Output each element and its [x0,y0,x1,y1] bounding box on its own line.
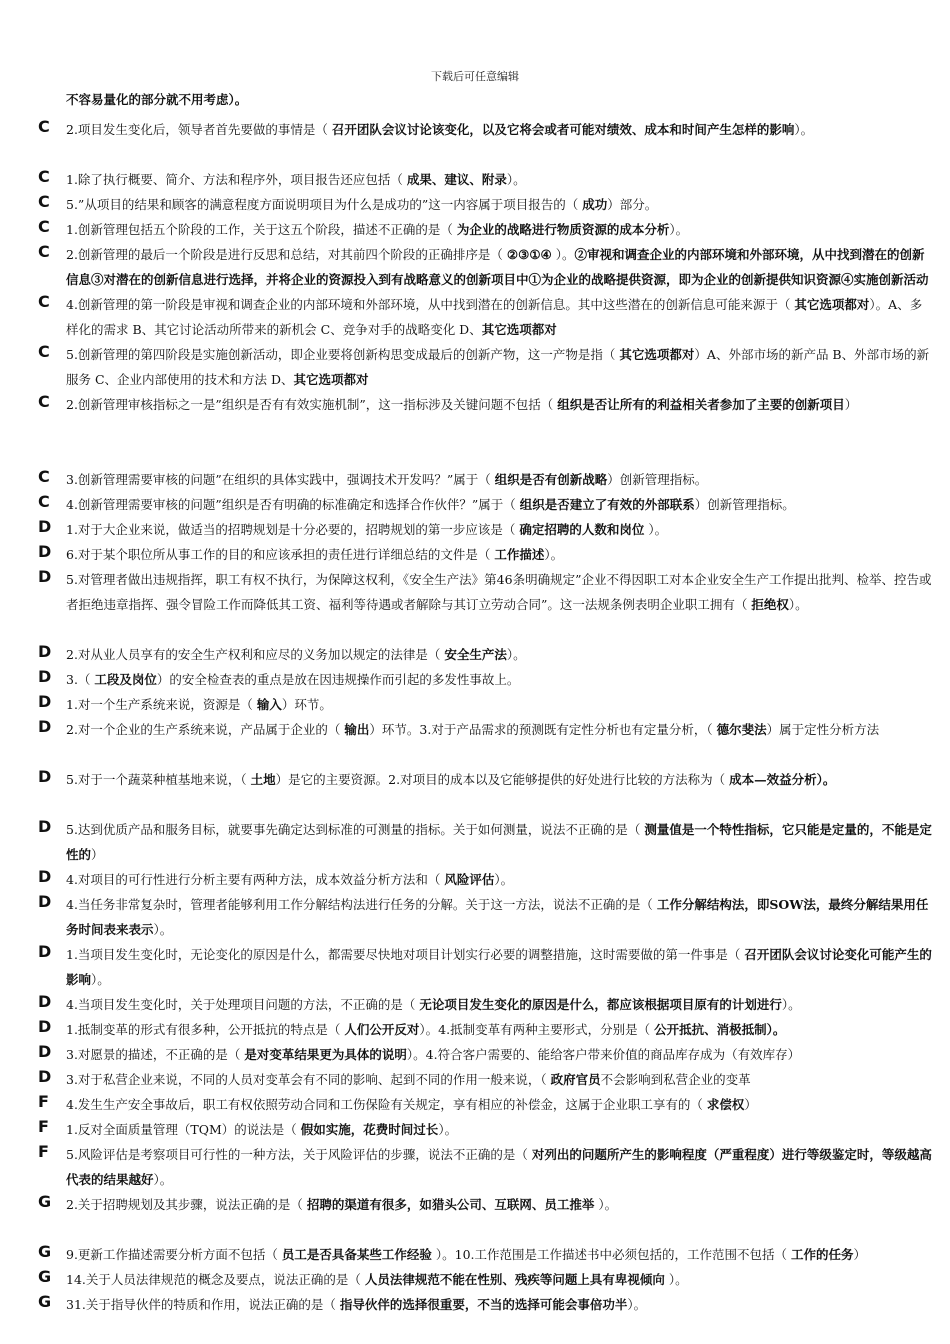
question-text: ）。A、多样化的需求 B、其它讨论活动所带来的新机会 C、竞争对手的战略变化 D、 [66,297,923,337]
entry-letter: C [38,467,50,486]
question-text: ） [91,847,104,862]
answer-text: 德尔斐法 [716,722,767,737]
question-text: 2.对一个企业的生产系统来说，产品属于企业的（ [66,722,345,737]
entry-text [66,192,932,217]
question-text: ）。 [551,247,575,262]
entry-letter: F [38,1142,49,1161]
answer-text: 成功 [582,197,608,212]
question-text: ）。 [494,872,514,887]
answer-text: 测量值是一个特性指标，它只能是定量的，不能是定性的 [66,822,932,862]
entry-text [66,817,932,867]
question-text: 5.对于一个蔬菜种植基地来说，（ [66,772,251,787]
question-text: 不会影响到私营企业的变革 [600,1072,751,1087]
question-text: 3.创新管理需要审核的问题”在组织的具体实践中，强调技术开发吗？”属于（ [66,472,495,487]
entry-letter: C [38,342,50,361]
answer-text: 输出 [344,722,370,737]
question-text: 14.关于人员法律规范的概念及要点，说法正确的是（ [66,1272,365,1287]
answer-text: 组织是否让所有的利益相关者参加了主要的创新项目 [557,397,845,412]
entry-text [66,1117,932,1142]
answer-text: 无论项目发生变化的原因是什么，都应该根据项目原有的计划进行 [419,997,782,1012]
question-text: 1.抵制变革的形式有很多种，公开抵抗的特点是（ [66,1022,345,1037]
question-text: 31.关于指导伙伴的特质和作用，说法正确的是（ [66,1297,340,1312]
answer-text: 组织是否建立了有效的外部联系 [519,497,695,512]
question-text: 3.（ [66,672,95,687]
question-text: ）部分。 [607,197,658,212]
entry-text [66,167,932,192]
entry-text [66,1017,932,1042]
entry-letter: D [38,1042,52,1061]
lead-line: 不容易量化的部分就不用考虑）。 [66,92,248,107]
answer-text: 土地 [250,772,276,787]
question-text: ）。 [627,1297,647,1312]
entry-letter: C [38,192,50,211]
answer-text: 工作的任务 [791,1247,854,1262]
entry-text [66,1242,932,1267]
answer-text: ②③①④ [506,247,552,262]
question-text: 2.对从业人员享有的安全生产权利和应尽的义务加以规定的法律是（ [66,647,445,662]
question-text: 3.对于私营企业来说，不同的人员对变革会有不同的影响、起到不同的作用一般来说，（ [66,1072,551,1087]
question-text: ）环节。3.对于产品需求的预测既有定性分析也有定量分析，（ [369,722,717,737]
answer-text: 确定招聘的人数和岗位 [519,522,645,537]
entry-letter: D [38,667,52,686]
answer-text: 招聘的渠道有很多，如猎头公司、互联网、员工推举 [306,1197,595,1212]
entry-text [66,1042,932,1067]
entry-letter: D [38,517,52,536]
entry-text [66,667,932,692]
question-text: ）的安全检查表的重点是放在因违规操作而引起的多发性事故上。 [156,672,520,687]
entry-text [66,517,932,542]
entry-text [66,567,932,617]
question-text: ）。10.工作范围是工作描述书中必须包括的，工作范围不包括（ [431,1247,791,1262]
question-text: ）。 [544,547,564,562]
entry-letter: D [38,942,52,961]
question-text: 1.反对全面质量管理（TQM）的说法是（ [66,1122,301,1137]
entry-letter: D [38,567,52,586]
question-text: ）。 [506,172,526,187]
entry-letter: D [38,717,52,736]
page-header: 下载后可任意编辑 [431,70,519,83]
question-text: ）。 [594,1197,618,1212]
entry-text [66,217,932,242]
entry-letter: C [38,242,50,261]
entry-letter: C [38,492,50,511]
answer-text: 员工是否具备某些工作经验 [281,1247,432,1262]
entry-letter: C [38,392,50,411]
question-text: 2.关于招聘规划及其步骤，说法正确的是（ [66,1197,307,1212]
answer-text: 其它选项都对 [794,297,870,312]
answer-text: 成果、建议、附录 [406,172,507,187]
question-text: 5.达到优质产品和服务目标，就要事先确定达到标准的可测量的指标。关于如何测量，说法不正确的是（ [66,822,645,837]
question-text: 5.对管理者做出违规指挥，职工有权不执行，为保障这权利，《安全生产法》第46条明确规定”企业不得因职工对本企业安全生产工作提出批判、检举、控告或者拒绝违章指挥、强令冒险工作而降低其工资、福利等待遇或者解除与其订立劳动合同”。这一法规条例表明企业职工拥有（ [66,572,932,612]
question-text: 1.创新管理包括五个阶段的工作，关于这五个阶段，描述不正确的是（ [66,222,457,237]
answer-text: 假如实施，花费时间过长 [300,1122,439,1137]
question-text: ）。 [438,1122,458,1137]
entry-text [66,942,932,992]
question-text: 2.创新管理审核指标之一是”组织是否有有效实施机制”，这一指标涉及关键问题不包括（ [66,397,558,412]
answer-text: 其它选项都对 [619,347,695,362]
entry-letter: D [38,817,52,836]
question-text: ） [744,1097,757,1112]
entry-text [66,992,932,1017]
question-text: ）。 [664,1272,688,1287]
entry-text [66,867,932,892]
entry-text [66,542,932,567]
answer-text: 为企业的战略进行物质资源的成本分析 [456,222,670,237]
answer-text: 组织是否有创新战略 [494,472,608,487]
question-text: 2.创新管理的最后一个阶段是进行反思和总结，对其前四个阶段的正确排序是（ [66,247,507,262]
question-text: 5.创新管理的第四阶段是实施创新活动，即企业要将创新构思变成最后的创新产物，这一产物是指（ [66,347,620,362]
entry-letter: D [38,642,52,661]
question-text: ）创新管理指标。 [607,472,708,487]
question-text: ）。 [669,222,689,237]
question-text: 1.对一个生产系统来说，资源是（ [66,697,257,712]
question-text: ）。 [153,1172,173,1187]
entry-letter: D [38,692,52,711]
question-text: ）。 [644,522,668,537]
question-text: 2.项目发生变化后，领导者首先要做的事情是（ [66,122,332,137]
question-text: ）属于定性分析方法 [766,722,880,737]
answer-text: 拒绝权 [751,597,789,612]
entry-text [66,117,932,142]
answer-text: 成本—效益分析）。 [729,772,836,787]
entry-letter: C [38,217,50,236]
entry-text [66,1067,932,1092]
question-text: ）。 [91,972,110,987]
question-text: ）。4.符合客户需要的、能给客户带来价值的商品库存成为（有效库存） [406,1047,801,1062]
entry-letter: D [38,767,52,786]
answer-text: 召开团队会议讨论该变化，以及它将会或者可能对绩效、成本和时间产生怎样的影响 [331,122,795,137]
answer-text: 输入 [256,697,282,712]
question-text: ）。 [153,922,173,937]
answer-text: 人们公开反对 [344,1022,420,1037]
question-text: ）。 [788,597,808,612]
entry-letter: C [38,292,50,311]
question-text: 4.当项目发生变化时，关于处理项目问题的方法，不正确的是（ [66,997,420,1012]
answer-text: 工作描述 [494,547,545,562]
question-text: ）。 [794,122,814,137]
answer-text: 是对变革结果更为具体的说明 [244,1047,407,1062]
entry-text [66,1142,932,1192]
question-text: 3.对愿景的描述，不正确的是（ [66,1047,245,1062]
answer-text: 其它选项都对 [293,372,369,387]
question-text: 9.更新工作描述需要分析方面不包括（ [66,1247,282,1262]
question-text: ）环节。 [281,697,332,712]
entry-letter: F [38,1117,49,1136]
question-text: ）。 [506,647,526,662]
question-text: 5.”从项目的结果和顾客的满意程度方面说明项目为什么是成功的”这一内容属于项目报告的（ [66,197,583,212]
answer-text: 指导伙伴的选择很重要，不当的选择可能会事倍功半 [339,1297,628,1312]
entry-letter: G [38,1267,52,1286]
entry-text [66,1092,932,1117]
answer-text: 工段及岗位 [94,672,157,687]
question-text: ） [853,1247,867,1262]
entry-text [66,1267,932,1292]
entry-letter: F [38,1092,49,1111]
question-text: 4.对项目的可行性进行分析主要有两种方法，成本效益分析方法和（ [66,872,445,887]
answer-text: 其它选项都对 [481,322,557,337]
question-text: ）创新管理指标。 [694,497,795,512]
entry-text [66,342,932,392]
entry-text [66,892,932,942]
entry-text [66,292,932,342]
answer-text: 求偿权 [706,1097,745,1112]
entry-text [66,392,932,417]
answer-text: 政府官员 [550,1072,601,1087]
entry-letter: G [38,1242,52,1261]
answer-text: 公开抵抗、消极抵制）。 [654,1022,786,1037]
question-text: ）A、外部市场的新产品 B、外部市场的新服务 C、企业内部使用的技术和方法 D、 [66,347,930,387]
entry-text [66,692,932,717]
answer-text: 工作分解结构法，即SOW法，最终分解结果用任务时间表来表示 [66,897,929,937]
answer-text: 风险评估 [444,872,495,887]
entry-letter: D [38,1017,52,1036]
question-text: ）。4.抵制变革有两种主要形式，分别是（ [419,1022,655,1037]
entry-text [66,242,932,292]
entry-letter: D [38,542,52,561]
answer-text: 人员法律规范不能在性别、残疾等问题上具有卑视倾向 [364,1272,665,1287]
question-text: 1.除了执行概要、简介、方法和程序外，项目报告还应包括（ [66,172,407,187]
entry-letter: C [38,117,50,136]
answer-text: 对列出的问题所产生的影响程度（严重程度）进行等级鉴定时，等级越高代表的结果越好 [66,1147,932,1187]
question-text: ） [844,397,858,412]
entry-letter: D [38,892,52,911]
entry-text [66,467,932,492]
question-text: 1.当项目发生变化时，无论变化的原因是什么，都需要尽快地对项目计划实行必要的调整措施，这时需要做的第一件事是（ [66,947,745,962]
entry-letter: D [38,867,52,886]
entry-text [66,642,932,667]
question-text: 4.创新管理的第一阶段是审视和调查企业的内部环境和外部环境，从中找到潜在的创新信息。其中这些潜在的创新信息可能来源于（ [66,297,795,312]
answer-text: 安全生产法 [444,647,507,662]
question-text: 4.当任务非常复杂时，管理者能够利用工作分解结构法进行任务的分解。关于这一方法，说法不正确的是（ [66,897,657,912]
question-text: ）。 [781,997,801,1012]
entry-text [66,717,932,742]
question-text: 4.创新管理需要审核的问题”组织是否有明确的标准确定和选择合作伙伴？”属于（ [66,497,520,512]
entry-text [66,1192,932,1217]
entry-text [66,492,932,517]
question-text: 4.发生生产安全事故后，职工有权依照劳动合同和工伤保险有关规定，享有相应的补偿金，这属于企业职工享有的（ [66,1097,707,1112]
entry-letter: D [38,1067,52,1086]
question-text: 1.对于大企业来说，做适当的招聘规划是十分必要的，招聘规划的第一步应该是（ [66,522,520,537]
entry-letter: C [38,167,50,186]
question-text: ）是它的主要资源。2.对项目的成本以及它能够提供的好处进行比较的方法称为（ [275,772,730,787]
entry-text [66,767,932,792]
answer-text: ②审视和调查企业的内部环境和外部环境，从中找到潜在的创新信息③对潜在的创新信息进行选择，并将企业的资源投入到有战略意义的创新项目中①为企业的战略提供资源，即为企业的创新提供知识资源④实施创新活动 [66,247,929,287]
answer-text: 召开团队会议讨论变化可能产生的影响 [66,947,932,987]
question-text: 5.风险评估是考察项目可行性的一种方法，关于风险评估的步骤，说法不正确的是（ [66,1147,532,1162]
question-text: 6.对于某个职位所从事工作的目的和应该承担的责任进行详细总结的文件是（ [66,547,495,562]
entry-letter: G [38,1192,52,1211]
entry-letter: D [38,992,52,1011]
entry-letter: G [38,1292,52,1311]
entry-text [66,1292,932,1317]
